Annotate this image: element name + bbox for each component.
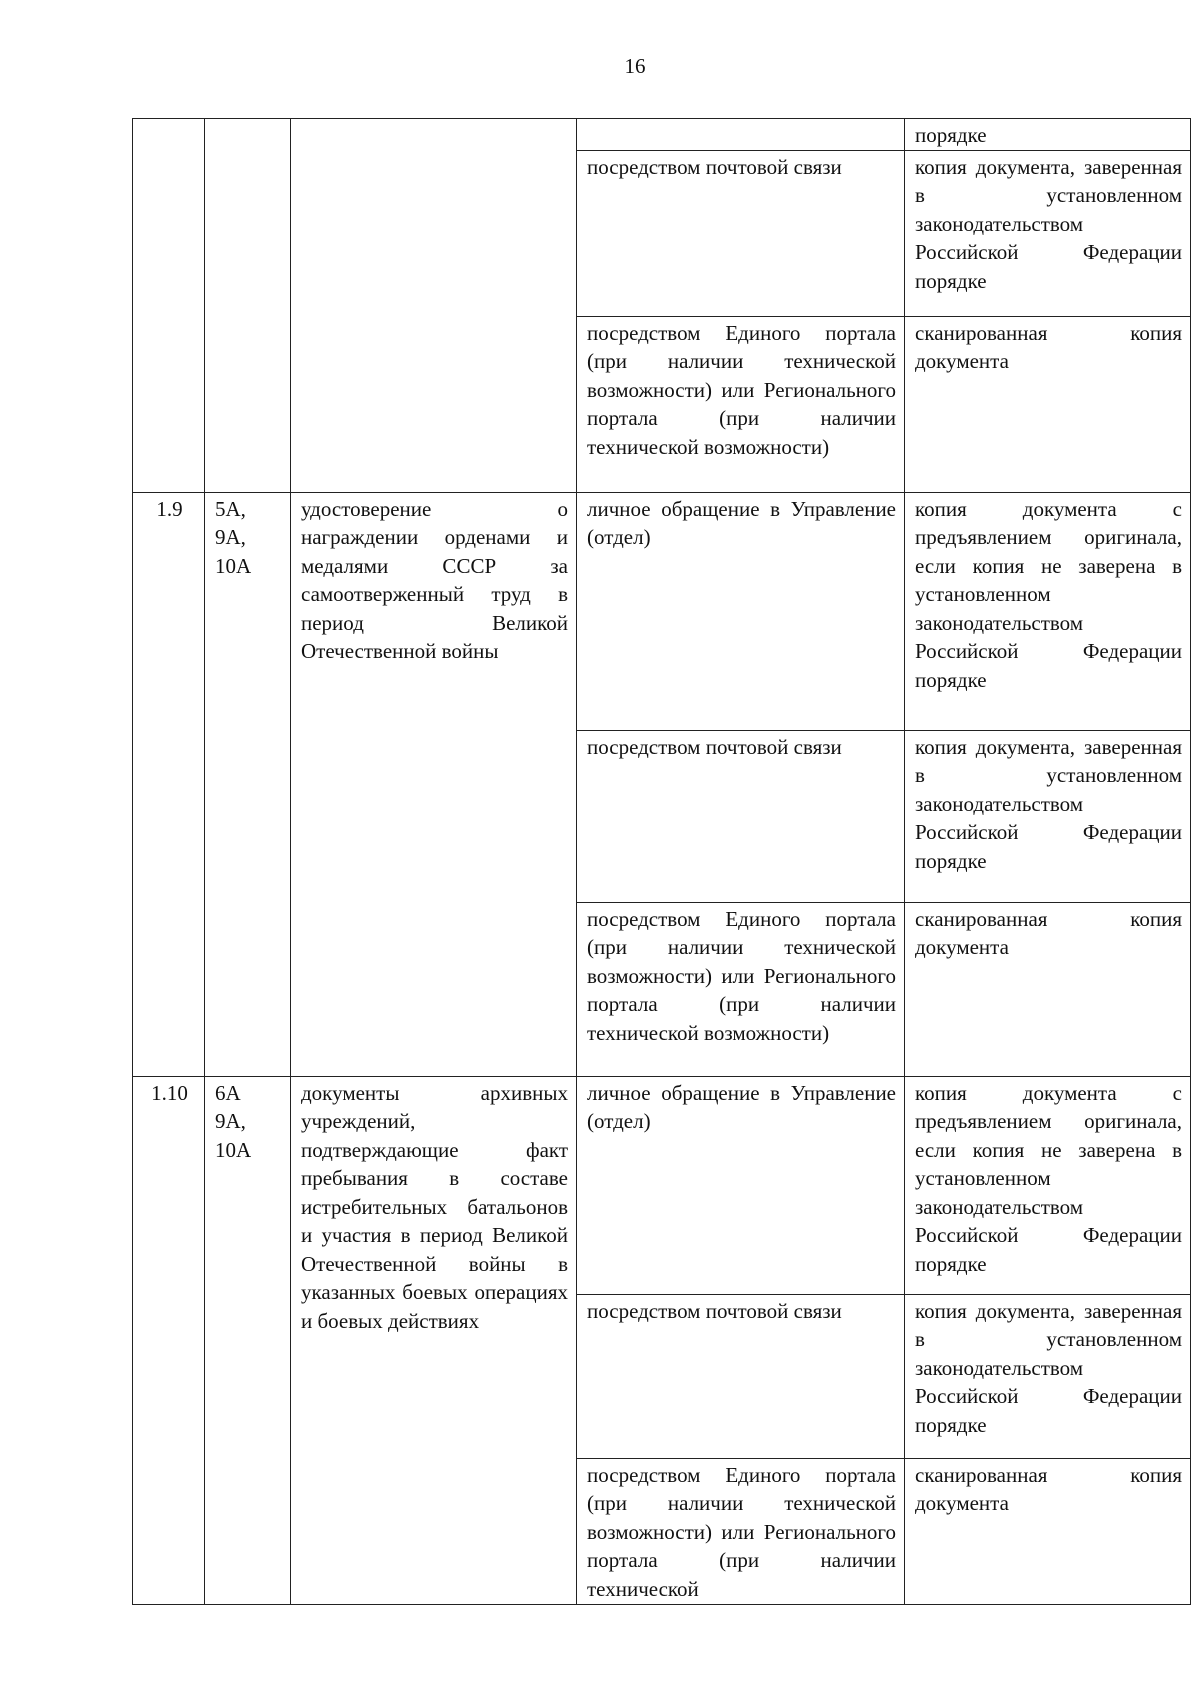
category-codes: 6А 9А, 10А [205,1076,291,1604]
method-cell: личное обращение в Управление (отдел) [577,1076,905,1294]
table-row [133,1076,1191,1294]
method-cell: посредством почтовой связи [577,150,905,316]
method-cell: посредством почтовой связи [577,1294,905,1458]
document-name: документы архивных учреждений, подтверждающие факт пребывания в составе истребительных батальонов и участия в период Великой Отечественной войны в указанных боевых операциях и боевых действиях [291,1076,577,1604]
document-form-cell: сканированная копия документа [905,902,1191,1076]
document-form-cell: копия документа с предъявлением оригинала, если копия не заверена в установленном законодательством Российской Федерации порядке [905,1076,1191,1294]
table-row [133,492,1191,730]
document-form-cell: сканированная копия документа [905,1458,1191,1604]
document-form-cell: копия документа, заверенная в установленном законодательством Российской Федерации порядке [905,150,1191,316]
row-number: 1.10 [133,1076,205,1604]
method-cell: личное обращение в Управление (отдел) [577,492,905,730]
method-cell: посредством Единого портала (при наличии технической возможности) или Регионального портала (при наличии технической возможности) [577,316,905,492]
document-form-cell: порядке [905,119,1191,151]
document-form-cell: копия документа, заверенная в установленном законодательством Российской Федерации порядке [905,1294,1191,1458]
table-row [133,119,1191,151]
method-cell: посредством Единого портала (при наличии технической возможности) или Регионального портала (при наличии технической возможности) [577,902,905,1076]
document-form-cell: сканированная копия документа [905,316,1191,492]
codes-cell [205,119,291,493]
document-form-cell: копия документа с предъявлением оригинала, если копия не заверена в установленном законодательством Российской Федерации порядке [905,492,1191,730]
document-form-cell: копия документа, заверенная в установленном законодательством Российской Федерации порядке [905,730,1191,902]
method-cell: посредством Единого портала (при наличии технической возможности) или Регионального портала (при наличии технической [577,1458,905,1604]
num-cell [133,119,205,493]
row-number: 1.9 [133,492,205,1076]
document-name: удостоверение о награждении орденами и медалями СССР за самоотверженный труд в период Великой Отечественной войны [291,492,577,1076]
page-number: 16 [624,54,646,78]
category-codes: 5А, 9А, 10А [205,492,291,1076]
doc-name-cell [291,119,577,493]
documents-table [132,118,1191,1605]
method-cell: посредством почтовой связи [577,730,905,902]
method-cell [577,119,905,151]
